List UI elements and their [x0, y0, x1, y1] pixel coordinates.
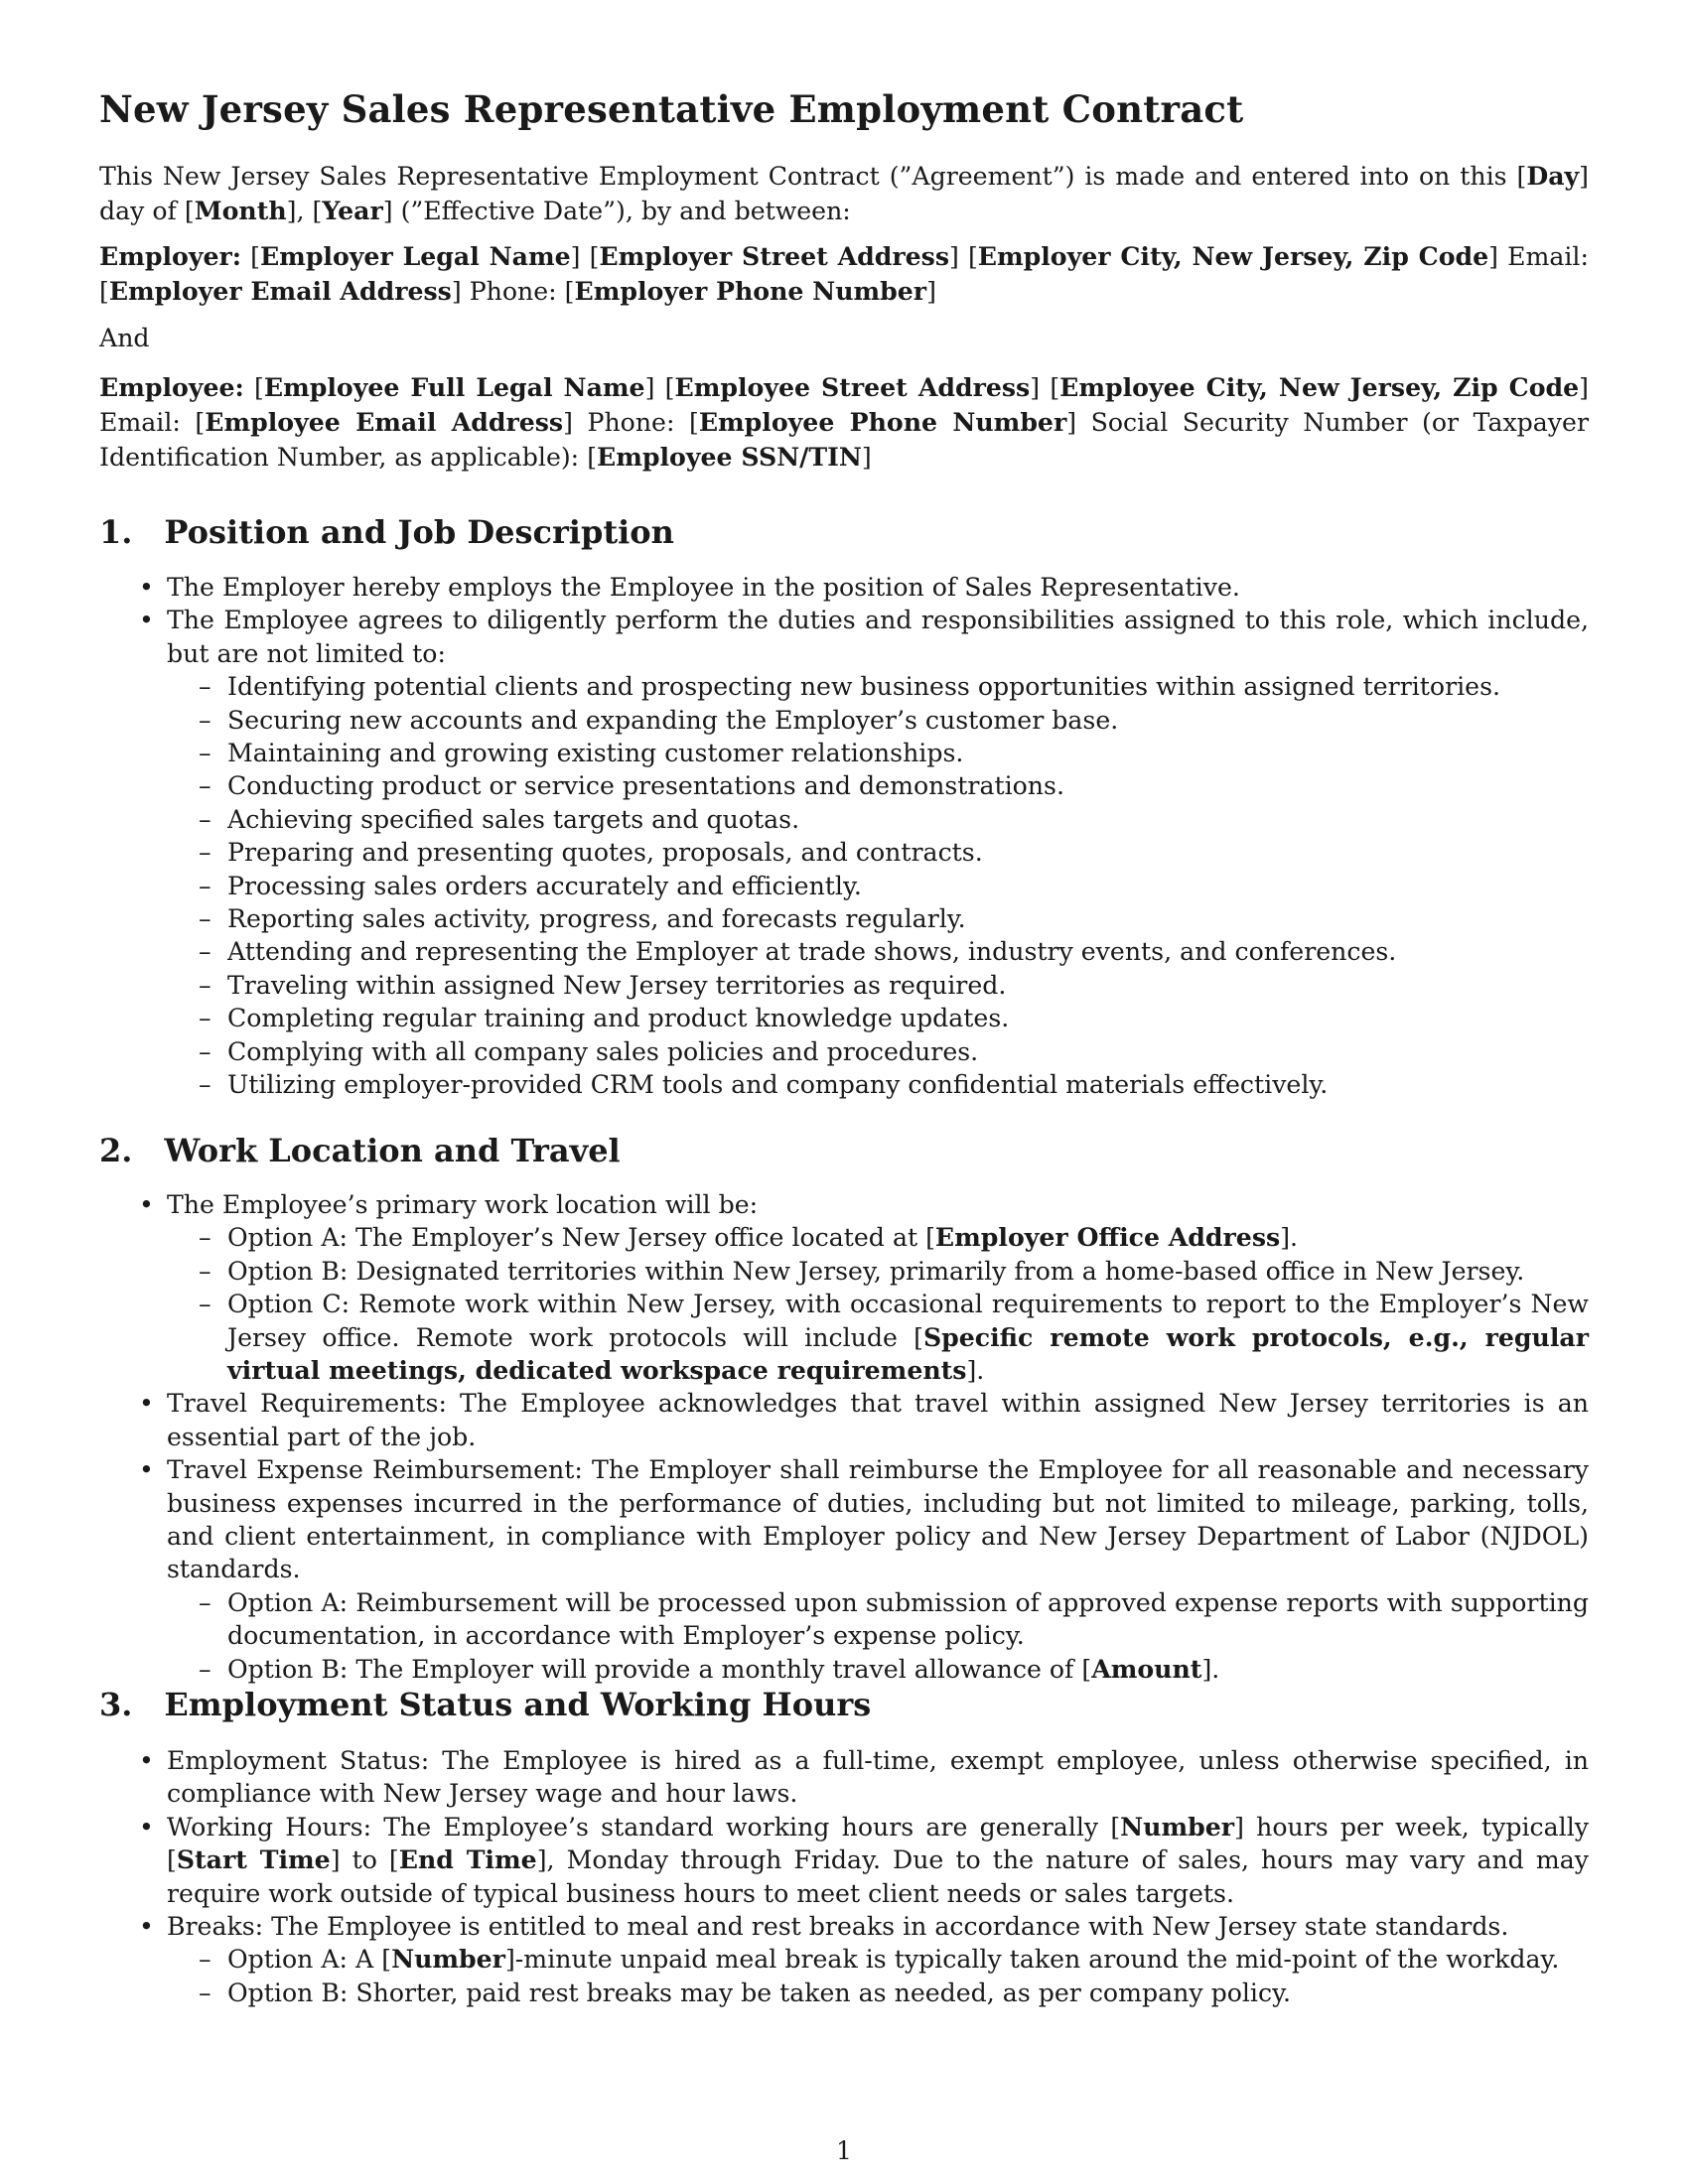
employer-street-placeholder: Employer Street Address — [599, 241, 950, 271]
employee-label: Employee: — [99, 372, 244, 402]
year-placeholder: Year — [322, 196, 383, 225]
employer-city-placeholder: Employer City, New Jersey, Zip Code — [977, 241, 1489, 271]
employer-email-placeholder: Employer Email Address — [108, 276, 452, 306]
employer-phone-placeholder: Employer Phone Number — [574, 276, 927, 306]
list-item-text: ] to [ — [330, 1845, 399, 1875]
option-item: – Option B: Shorter, paid rest breaks may be taken as needed, as per company policy. — [167, 1977, 1589, 2009]
employee-email-placeholder: Employee Email Address — [205, 407, 564, 437]
option-text: ]. — [1201, 1654, 1220, 1684]
option-item — [167, 1288, 1589, 1387]
employer-name-placeholder: Employer Legal Name — [259, 241, 571, 271]
start-time-placeholder: Start Time — [176, 1844, 331, 1875]
option-text: ]-minute unpaid meal break is typically taken around the mid-point of the workday. — [504, 1945, 1560, 1975]
duty-item: – Identifying potential clients and prospecting new business opportunities within assigned territories. — [167, 670, 1589, 703]
reimbursement-options-list — [167, 1586, 1589, 1686]
end-time-placeholder: End Time — [398, 1844, 537, 1875]
employee-name-placeholder: Employee Full Legal Name — [263, 372, 645, 402]
list-item: • Employment Status: The Employee is hired as a full-time, exempt employee, unless otherwise specified, in compliance with New Jersey wage and hour laws. — [99, 1744, 1589, 1811]
option-text: Option A: A [ — [227, 1945, 392, 1975]
intro-text: ], [ — [286, 197, 323, 225]
option-item — [167, 1653, 1589, 1686]
list-item — [99, 1910, 1589, 2009]
employer-label: Employer: — [99, 241, 242, 271]
employee-phone-placeholder: Employee Phone Number — [698, 407, 1067, 437]
duty-item: – Completing regular training and product knowledge updates. — [167, 1002, 1589, 1034]
option-text: ]. — [966, 1356, 985, 1386]
employee-city-placeholder: Employee City, New Jersey, Zip Code — [1059, 372, 1580, 402]
and-separator: And — [99, 324, 150, 352]
section-2-heading: 2. Work Location and Travel — [99, 1132, 621, 1169]
duty-item: – Attending and representing the Employer at trade shows, industry events, and conferences. — [167, 935, 1589, 968]
list-item-text: ] hours per week, typically [ — [167, 1812, 1589, 1875]
option-text: ]. — [1280, 1223, 1299, 1253]
option-item — [167, 1221, 1589, 1254]
section-2-list — [99, 1188, 1589, 1686]
list-item-text: Breaks: The Employee is entitled to meal and rest breaks in accordance with New Jersey state standards. — [167, 1912, 1509, 1942]
option-text: Option A: The Employer’s New Jersey office located at [ — [227, 1223, 935, 1253]
office-address-placeholder: Employer Office Address — [934, 1222, 1281, 1253]
document-title: New Jersey Sales Representative Employment Contract — [99, 87, 1244, 131]
option-item: – Option B: Designated territories within New Jersey, primarily from a home-based office in New Jersey. — [167, 1255, 1589, 1288]
employee-block: Employee: [Employee Full Legal Name] [Employee Street Address] [Employee City, New Jersey, Zip Code] Email: [Employee Email Address] Phone: [Employee Phone Number] Social Security Number (or Taxpayer Identification Number, as applicable): [Employee SSN/TIN] — [99, 372, 1589, 472]
section-1-list — [99, 571, 1589, 1102]
list-item-text: Travel Expense Reimbursement: The Employer shall reimburse the Employee for all reasonable and necessary business expenses incurred in the performance of duties, including but not limited to mileage, parking, tolls, and client entertainment, in compliance with Employer policy and New Jersey Department of Labor (NJDOL) standards. — [167, 1455, 1589, 1584]
location-options-list — [167, 1221, 1589, 1387]
list-item-text: ], Monday through Friday. Due to the nature of sales, hours may vary and may require work outside of typical business hours to meet client needs or sales targets. — [167, 1845, 1589, 1908]
list-item — [99, 604, 1589, 1101]
duty-item: – Achieving specified sales targets and quotas. — [167, 803, 1589, 836]
duty-item: – Utilizing employer-provided CRM tools and company confidential materials effectively. — [167, 1068, 1589, 1101]
option-text: Option B: The Employer will provide a monthly travel allowance of [ — [227, 1654, 1092, 1684]
intro-paragraph — [99, 159, 1589, 228]
employee-ssn-label: Social Security Number (or Taxpayer Identification Number, as applicable): — [99, 408, 1589, 472]
option-item — [167, 1943, 1589, 1976]
list-item-text: The Employee’s primary work location will be: — [167, 1190, 759, 1219]
duty-item: – Preparing and presenting quotes, proposals, and contracts. — [167, 836, 1589, 869]
section-3-list — [99, 1744, 1589, 2009]
day-placeholder: Day — [1526, 161, 1580, 191]
duty-item: – Traveling within assigned New Jersey territories as required. — [167, 969, 1589, 1002]
break-options-list — [167, 1943, 1589, 2009]
duty-item: – Complying with all company sales policies and procedures. — [167, 1035, 1589, 1068]
option-text: Option C: Remote work within New Jersey, with occasional requirements to report to the Employer’s New Jersey office. Remote work protocols will include [ — [227, 1290, 1589, 1352]
list-item — [99, 1811, 1589, 1910]
list-item-text: The Employee agrees to diligently perform the duties and responsibilities assigned to this role, which include, but are not limited to: — [167, 606, 1589, 668]
employee-phone-label: Phone: — [587, 408, 675, 437]
duty-item: – Processing sales orders accurately and efficiently. — [167, 870, 1589, 902]
list-item — [99, 1188, 1589, 1387]
remote-protocols-placeholder: Specific remote work protocols, e.g., regular virtual meetings, dedicated workspace requirements — [227, 1321, 1589, 1386]
list-item-text: Working Hours: The Employee’s standard working hours are generally [ — [167, 1812, 1121, 1842]
section-1-heading: 1. Position and Job Description — [99, 513, 674, 551]
duties-list — [167, 670, 1589, 1101]
list-item: • The Employer hereby employs the Employee in the position of Sales Representative. — [99, 571, 1589, 604]
intro-text: ] day of [ — [99, 162, 1589, 225]
employer-phone-label: Phone: — [469, 277, 557, 306]
amount-placeholder: Amount — [1091, 1653, 1202, 1684]
option-item: – Option A: Reimbursement will be processed upon submission of approved expense reports with supporting documentation, in accordance with Employer’s expense policy. — [167, 1586, 1589, 1653]
hours-number-placeholder: Number — [1120, 1811, 1235, 1842]
list-item: • Travel Requirements: The Employee acknowledges that travel within assigned New Jersey territories is an essential part of the job. — [99, 1387, 1589, 1453]
break-minutes-placeholder: Number — [391, 1944, 505, 1975]
duty-item: – Securing new accounts and expanding the Employer’s customer base. — [167, 704, 1589, 737]
employee-ssn-placeholder: Employee SSN/TIN — [597, 442, 862, 472]
month-placeholder: Month — [194, 196, 287, 225]
employer-block: Employer: [Employer Legal Name] [Employer Street Address] [Employer City, New Jersey, Zip Code] Email: [Employer Email Address] Phone: [Employer Phone Number] — [99, 241, 1589, 306]
duty-item: – Conducting product or service presentations and demonstrations. — [167, 769, 1589, 802]
duty-item: – Reporting sales activity, progress, and forecasts regularly. — [167, 902, 1589, 935]
employee-email-label: Email: — [99, 408, 181, 437]
intro-text: ] (”Effective Date”), by and between: — [382, 197, 851, 225]
employer-email-label: Email: — [1507, 242, 1589, 271]
section-3-heading: 3. Employment Status and Working Hours — [99, 1686, 872, 1723]
duty-item: – Maintaining and growing existing customer relationships. — [167, 737, 1589, 769]
employee-street-placeholder: Employee Street Address — [674, 372, 1031, 402]
page-number: 1 — [836, 2136, 852, 2165]
intro-text: This New Jersey Sales Representative Employment Contract (”Agreement”) is made and entered into on this [ — [99, 162, 1527, 191]
list-item — [99, 1453, 1589, 1686]
